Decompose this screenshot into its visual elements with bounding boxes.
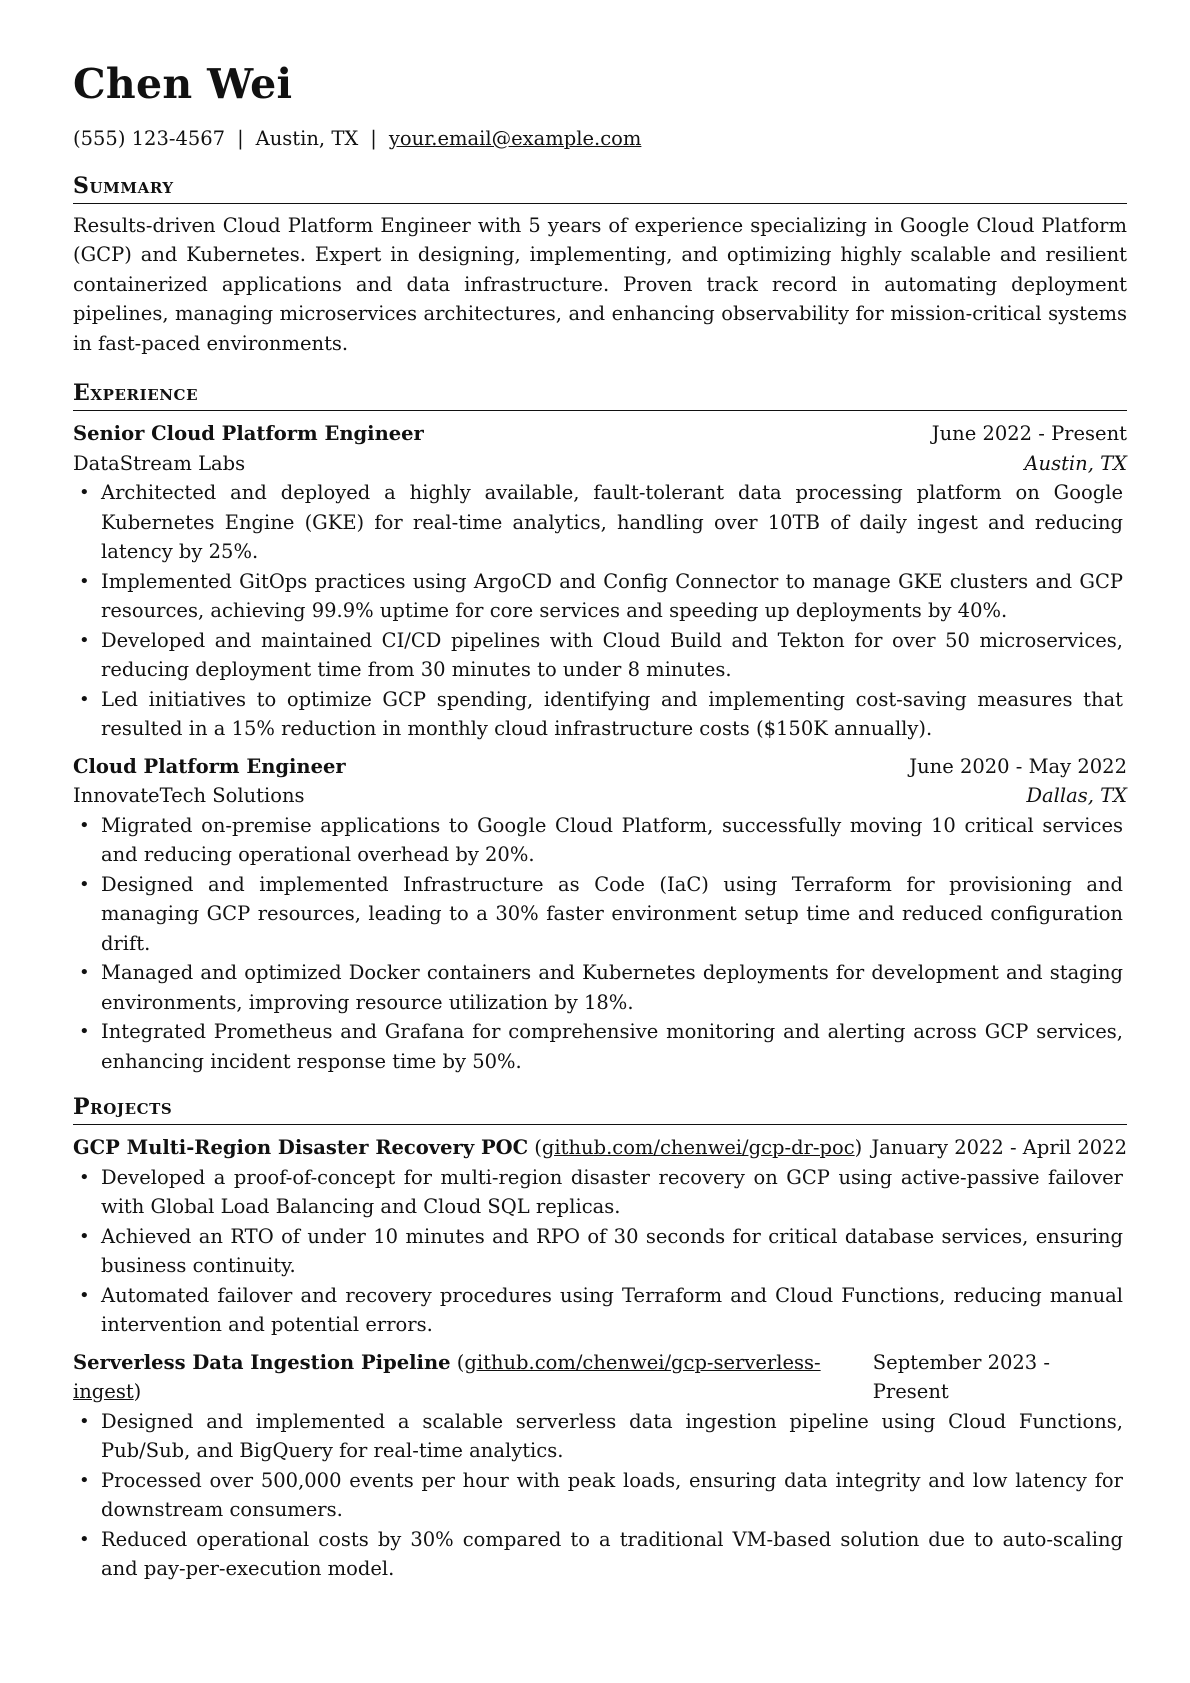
project-name: GCP Multi-Region Disaster Recovery POC — [73, 1136, 529, 1159]
bullet-item: • Developed a proof-of-concept for multi-region disaster recovery on GCP using active-passive failover with Global Load Balancing and Cloud SQL replicas. — [73, 1163, 1127, 1222]
bullet-item: • Led initiatives to optimize GCP spending, identifying and implementing cost-saving measures that resulted in a 15% reduction in monthly cloud infrastructure costs ($150K annually). — [73, 685, 1127, 744]
job-entry — [73, 752, 1127, 1077]
job-title: Senior Cloud Platform Engineer — [73, 422, 424, 445]
job-title: Cloud Platform Engineer — [73, 754, 346, 778]
contact-line — [73, 129, 1127, 149]
location: Austin, TX — [255, 127, 359, 150]
bullet-item: • Achieved an RTO of under 10 minutes and RPO of 30 seconds for critical database services, ensuring business continuity. — [73, 1222, 1127, 1281]
job-dates: June 2022 - Present — [931, 422, 1127, 445]
summary-heading: Summary — [73, 175, 1127, 204]
candidate-name: Chen Wei — [73, 60, 293, 108]
project-bullets — [73, 1407, 1127, 1584]
bullet-item: • Developed and maintained CI/CD pipelines with Cloud Build and Tekton for over 50 microservices, reducing deployment time from 30 minutes to under 8 minutes. — [73, 626, 1127, 685]
bullet-item: • Migrated on-premise applications to Google Cloud Platform, successfully moving 10 critical services and reducing operational overhead by 20%. — [73, 811, 1127, 870]
bullet-item: • Processed over 500,000 events per hour with peak loads, ensuring data integrity and low latency for downstream consumers. — [73, 1466, 1127, 1525]
job-location: Austin, TX — [1024, 451, 1127, 475]
bullet-item: • Managed and optimized Docker containers and Kubernetes deployments for development and staging environments, improving resource utilization by 18%. — [73, 958, 1127, 1017]
job-dates: June 2020 - May 2022 — [909, 754, 1127, 778]
phone-number: (555) 123-4567 — [73, 127, 226, 150]
bullet-item: • Integrated Prometheus and Grafana for comprehensive monitoring and alerting across GCP services, enhancing incident response time by 50%. — [73, 1017, 1127, 1076]
projects-heading: Projects — [73, 1096, 1127, 1125]
project-link[interactable]: github.com/chenwei/gcp-serverless-ingest — [73, 1350, 821, 1403]
job-bullets — [73, 478, 1127, 744]
bullet-item: • Architected and deployed a highly available, fault-tolerant data processing platform on Google Kubernetes Engine (GKE) for real-time analytics, handling over 10TB of daily ingest and reducing latency by 25%. — [73, 478, 1127, 567]
job-entry — [73, 419, 1127, 744]
bullet-item: • Automated failover and recovery procedures using Terraform and Cloud Functions, reducing manual intervention and potential errors. — [73, 1281, 1127, 1340]
project-dates: January 2022 - April 2022 — [871, 1136, 1127, 1159]
summary-text: Results-driven Cloud Platform Engineer with 5 years of experience specializing in Google Cloud Platform (GCP) and Kubernetes. Expert in designing, implementing, and optimizing highly scalable and resilient containerized applications and data infrastructure. Proven track record in automating deployment pipelines, managing microservices architectures, and enhancing observability for mission-critical systems in fast-paced environments. — [73, 213, 1127, 355]
company-name: InnovateTech Solutions — [73, 784, 305, 807]
project-name: Serverless Data Ingestion Pipeline — [73, 1350, 451, 1374]
project-link[interactable]: github.com/chenwei/gcp-dr-poc — [541, 1136, 855, 1159]
project-bullets — [73, 1163, 1127, 1340]
job-bullets — [73, 811, 1127, 1077]
company-name: DataStream Labs — [73, 451, 246, 475]
project-entry: GCP Multi-Region Disaster Recovery POC (github.com/chenwei/gcp-dr-poc) January 2022 - April 2022 • Developed a proof-of-concept for multi-region disaster recovery on GCP using active-passive failover with Global Load Balancing and Cloud SQL replicas. • Achieved an RTO of under 10 minutes and RPO of 30 seconds for critical database services, ensuring business continuity. • Automated failover and recovery procedures using Terraform and Cloud Functions, reducing manual intervention and potential errors. — [73, 1133, 1127, 1340]
resume-page — [73, 52, 1127, 1584]
job-location: Dallas, TX — [1026, 784, 1127, 807]
experience-heading: Experience — [73, 382, 1127, 411]
bullet-item: • Designed and implemented a scalable serverless data ingestion pipeline using Cloud Functions, Pub/Sub, and BigQuery for real-time analytics. — [73, 1407, 1127, 1466]
project-entry: Serverless Data Ingestion Pipeline (github.com/chenwei/gcp-serverless-ingest) September 2023 - Present • Designed and implemented a scalable serverless data ingestion pipeline using Cloud Functions, Pub/Sub, and BigQuery for real-time analytics. • Processed over 500,000 events per hour with peak loads, ensuring data integrity and low latency for downstream consumers. • Reduced operational costs by 30% compared to a traditional VM-based solution due to auto-scaling and pay-per-execution model. — [73, 1348, 1127, 1584]
bullet-item: • Reduced operational costs by 30% compared to a traditional VM-based solution due to auto-scaling and pay-per-execution model. — [73, 1525, 1127, 1584]
project-dates: September 2023 - Present — [872, 1350, 1051, 1403]
bullet-item: • Implemented GitOps practices using ArgoCD and Config Connector to manage GKE clusters and GCP resources, achieving 99.9% uptime for core services and speeding up deployments by 40%. — [73, 567, 1127, 626]
bullet-item: • Designed and implemented Infrastructure as Code (IaC) using Terraform for provisioning and managing GCP resources, leading to a 30% faster environment setup time and reduced configuration drift. — [73, 870, 1127, 959]
contact-separator: | — [237, 127, 244, 150]
contact-separator: | — [370, 127, 377, 150]
email-link[interactable]: your.email@example.com — [388, 127, 642, 150]
